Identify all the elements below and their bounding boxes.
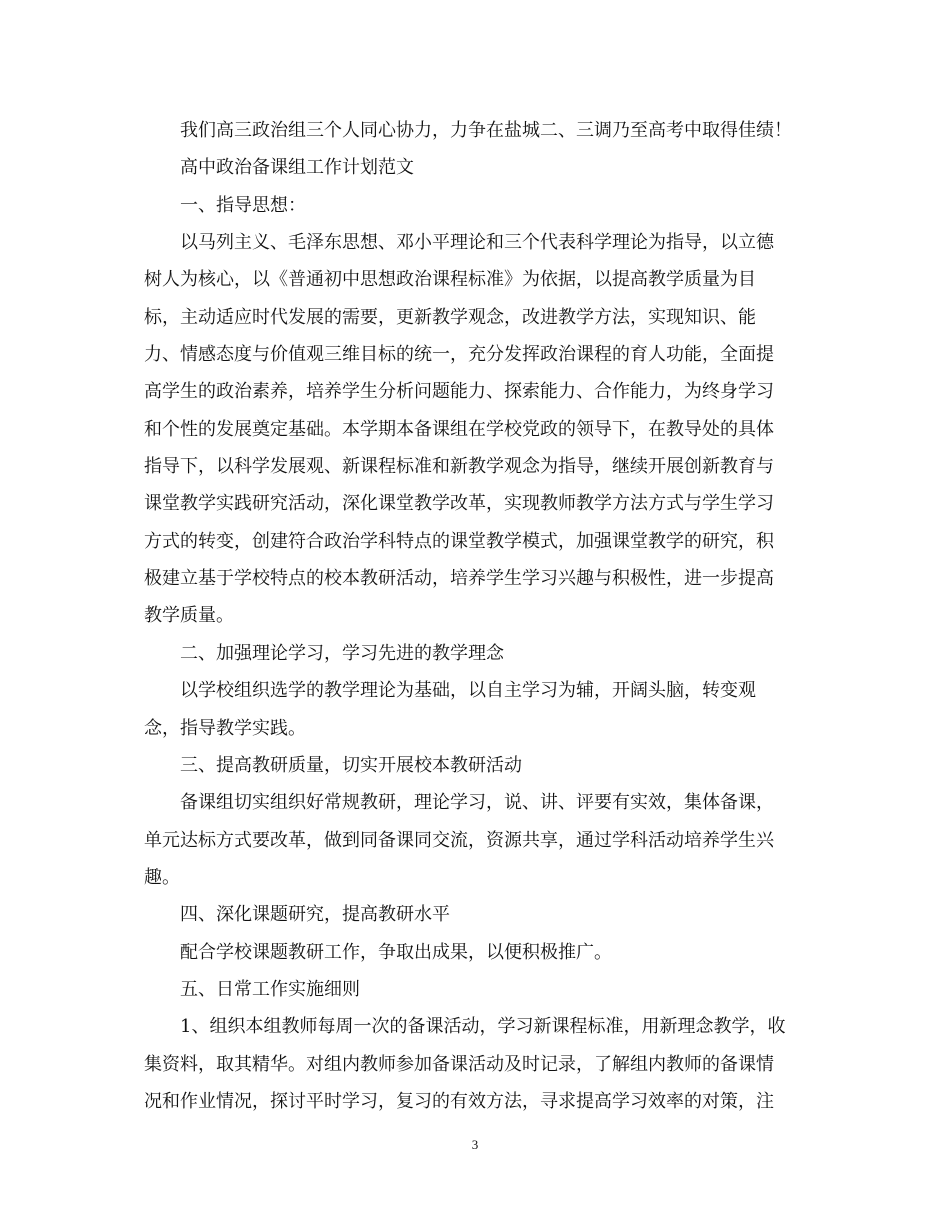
section-heading: 三、提高教研质量，切实开展校本教研活动 (180, 754, 522, 776)
text-line: 高学生的政治素养，培养学生分析问题能力、探索能力、合作能力，为终身学习 (144, 381, 774, 403)
text-line: 备课组切实组织好常规教研，理论学习，说、讲、评要有实效，集体备课， (180, 792, 774, 814)
text-line: 况和作业情况，探讨平时学习，复习的有效方法，寻求提高学习效率的对策，注 (144, 1090, 774, 1112)
text-line: 方式的转变，创建符合政治学科特点的课堂教学模式，加强课堂教学的研究，积 (144, 530, 774, 552)
text-line: 1、组织本组教师每周一次的备课活动，学习新课程标准，用新理念教学，收 (180, 1016, 786, 1038)
text-line: 树人为核心，以《普通初中思想政治课程标准》为依据，以提高教学质量为目 (144, 269, 756, 291)
text-line: 我们高三政治组三个人同心协力，力争在盐城二、三调乃至高考中取得佳绩！ (180, 120, 792, 141)
page-number: 3 (471, 1137, 479, 1152)
text-line: 标，主动适应时代发展的需要，更新教学观念，改进教学方法，实现知识、能 (144, 306, 756, 328)
text-line: 指导下，以科学发展观、新课程标准和新教学观念为指导，继续开展创新教育与 (144, 456, 774, 478)
section-heading: 四、深化课题研究，提高教研水平 (180, 904, 450, 926)
text-line: 趣。 (144, 866, 180, 888)
text-line: 和个性的发展奠定基础。本学期本备课组在学校党政的领导下，在教导处的具体 (144, 418, 774, 440)
text-line: 单元达标方式要改革，做到同备课同交流，资源共享，通过学科活动培养学生兴 (144, 829, 774, 851)
section-heading: 五、日常工作实施细则 (180, 978, 360, 1000)
section-heading: 一、指导思想： (180, 194, 306, 216)
body-text (144, 112, 804, 1120)
text-line: 教学质量。 (144, 605, 234, 627)
text-line: 力、情感态度与价值观三维目标的统一，充分发挥政治课程的育人功能，全面提 (144, 344, 774, 366)
text-line: 以学校组织选学的教学理论为基础，以自主学习为辅，开阔头脑，转变观 (180, 680, 756, 702)
section-heading: 二、加强理论学习，学习先进的教学理念 (180, 642, 504, 664)
text-line: 以马列主义、毛泽东思想、邓小平理论和三个代表科学理论为指导，以立德 (180, 232, 774, 254)
text-line: 配合学校课题教研工作，争取出成果，以便积极推广。 (180, 941, 612, 963)
text-line: 念，指导教学实践。 (144, 717, 306, 739)
text-line: 课堂教学实践研究活动，深化课堂教学改革，实现教师教学方法方式与学生学习 (144, 493, 774, 515)
document-title: 高中政治备课组工作计划范文 (180, 157, 414, 179)
text-line: 极建立基于学校特点的校本教研活动，培养学生学习兴趣与积极性，进一步提高 (144, 568, 774, 590)
text-line: 集资料，取其精华。对组内教师参加备课活动及时记录，了解组内教师的备课情 (144, 1053, 774, 1075)
